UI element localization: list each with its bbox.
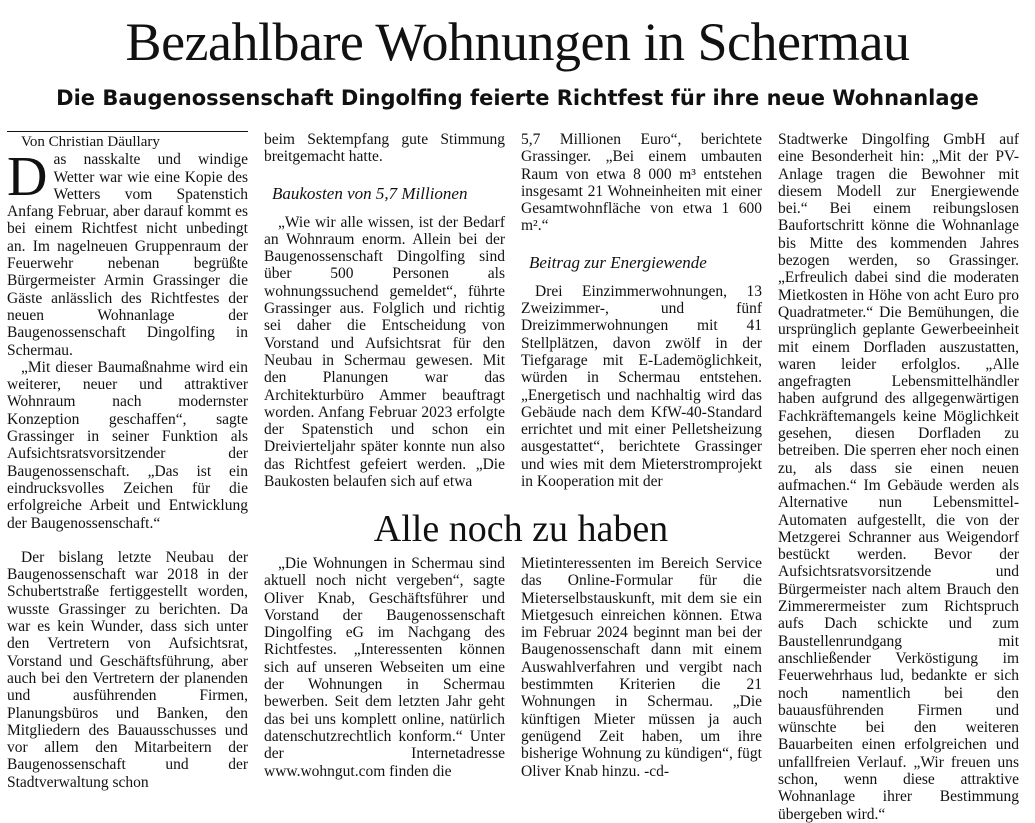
col2-paragraph: „Wie wir alle wissen, ist der Bedarf an Wohnraum enorm. Allein bei der Baugenossenschaft Dingolfing sind über 500 Personen als wohnungssuchend gemeldet“, führte Grassinger aus. Folglich und richtig sei daher die Entscheidung von Vorstand und Aufsichtsrat für den Neubau in Schermau gewesen. Mit den Planungen war das Architekturbüro Ammer beauftragt worden. Anfang Februar 2023 erfolgte der Spatenstich und schon ein Dreivierteljahr später konnte nun also das Richtfest gefeiert werden. „Die Baukosten belaufen sich auf etwa: [264, 213, 505, 491]
section-title: Alle noch zu haben: [373, 508, 669, 550]
drop-cap: D: [7, 146, 48, 209]
col3-paragraph: Drei Einzimmerwohnungen, 13 Zweizimmer-, und fünf Dreizimmerwohnungen mit 41 Stellplätzen, davon zwölf in der Tiefgarage mit E-Lademöglichkeit, würden in Schermau entstehen. „Energetisch und nachhaltig wird das Gebäude nach dem KfW-40-Standard errichtet und mit einer Pelletsheizung ausgestattet“, berichtete Grassinger und wies mit dem Mieterstromprojekt in Kooperation mit der: [521, 282, 762, 491]
section-paragraph-1: „Die Wohnungen in Schermau sind aktuell noch nicht vergeben“, sagte Oliver Knab, Geschäftsführer und Vorstand der Baugenossenschaft Dingolfing eG im Nachgang des Richtfestes. „Interessenten können sich auf unseren Webseiten um eine der Wohnungen in Schermau bewerben. Seit dem letzten Jahr geht das bei uns komplett online, natürlich datenschutzrechtlich konform.“ Unter der Internetadresse www.wohngut.com finden die: [264, 555, 505, 780]
byline: Von Christian Däullary: [7, 131, 248, 151]
col3-continuation: 5,7 Millionen Euro“, berichtete Grassinger. „Bei einem umbauten Raum von etwa 8 000 m³ entstehen insgesamt 21 Wohneinheiten mit einer Gesamtwohnfläche von etwa 1 600 m².“: [521, 131, 762, 235]
subhead-baukosten: Baukosten von 5,7 Millionen: [272, 183, 468, 203]
col2-continuation: beim Sektempfang gute Stimmung breitgemacht hatte.: [264, 131, 505, 166]
intro-paragraph-1: [7, 146, 248, 359]
column-3: [521, 131, 762, 491]
intro-text-1: as nasskalte und windige Wetter war wie eine Kopie des Wetters vom Spatenstich Anfang Februar, aber darauf kommt es bei einem Richtfest nicht unbedingt an. Im nagelneuen Gruppenraum der Feuerwehr nebenan begrüßte Bürgermeister Armin Grassinger die Gäste anlässlich des Richtfestes der neuen Wohnanlage der Baugenossenschaft Dingolfing in Schermau.: [7, 151, 248, 359]
col4-paragraph: Stadtwerke Dingolfing GmbH auf eine Besonderheit hin: „Mit der PV-Anlage tragen die Bewohner mit diesem Modell zur Energiewende bei.“ Bei einem reibungslosen Baufortschritt könne die Wohnanlage bis Mitte des kommenden Jahres bezogen werden, so Grassinger. „Erfreulich dabei sind die moderaten Mietkosten in Höhe von acht Euro pro Quadratmeter.“ Die Bemühungen, die ursprünglich geplante Gewerbeeinheit mit einem Dorfladen auszustatten, waren leider erfolglos. „Alle angefragten Lebensmittelhändler haben aufgrund des allgegenwärtigen Fachkräftemangels keine Möglichkeit gesehen, diesen Dorfladen zu betreiben. Die sperren eher noch einen zu, als dass sie einen neuen aufmachen.“ Im Gebäude werden als Alternative nun Lebensmittel-Automaten aufgestellt, die von der Metzgerei Schranner aus Weigendorf bestückt werden. Bevor der Aufsichtsratsvorsitzende und Bürgermeister nach altem Brauch den Zimmerermeister zum Richtspruch aufs Dach schickte und zum Baustellenrundgang mit anschließender Verköstigung im Feuerwehrhaus lud, bedankte er sich noch namentlich bei den bauausführenden Firmen und wünschte bei den weiteren Bauarbeiten einen erfolgreichen und unfallfreien Verlauf. „Wir freuen uns schon, wenn diese attraktive Wohnanlage ihrer Bestimmung übergeben wird.“: [778, 131, 1019, 823]
column-2: [264, 131, 505, 491]
intro-paragraph-3: Der bislang letzte Neubau der Baugenossenschaft war 2018 in der Schubertstraße fertiggestellt worden, wusste Grassinger zu berichten. Da war es kein Wunder, dass sich unter den Vertretern von Aufsichtsrat, Vorstand und Geschäftsführung, aber auch bei den Vertretern der planenden und ausführenden Firmen, Planungsbüros und Banken, den Mitgliedern des Bauausschusses und vor allem den Mitarbeitern der Baugenossenschaft und der Stadtverwaltung schon: [7, 548, 248, 791]
subheadline: Die Baugenossenschaft Dingolfing feierte Richtfest für ihre neue Wohnanlage: [56, 86, 979, 110]
section-column-2: [521, 555, 762, 781]
column-1: [7, 131, 248, 791]
section-paragraph-2: Mietinteressenten im Bereich Service das Online-Formular für die Mieterselbstauskunft, mit dem sie ein Mietgesuch einreichen können. Etwa im Februar 2024 beginnt man bei der Baugenossenschaft dann mit einem Auswahlverfahren und vergibt nach bestimmten Kriterien die 21 Wohnungen in Schermau. „Die künftigen Mieter müssen ja auch genügend Zeit haben, um ihre bisherige Wohnung zu kündigen“, fügt Oliver Knab hinzu. -cd-: [521, 555, 762, 780]
column-4: [778, 131, 1019, 823]
intro-paragraph-2: „Mit dieser Baumaßnahme wird ein weiterer, neuer und attraktiver Wohnraum nach modernster Konzeption geschaffen“, sagte Grassinger in seiner Funktion als Aufsichtsratsvorsitzender der Baugenossenschaft. „Das ist ein eindrucksvolles Zeichen für die erfolgreiche Arbeit und Entwicklung der Baugenossenschaft.“: [7, 358, 248, 532]
section-column-1: [264, 555, 505, 781]
headline: Bezahlbare Wohnungen in Schermau: [125, 12, 910, 72]
subhead-energiewende: Beitrag zur Energiewende: [529, 252, 707, 272]
